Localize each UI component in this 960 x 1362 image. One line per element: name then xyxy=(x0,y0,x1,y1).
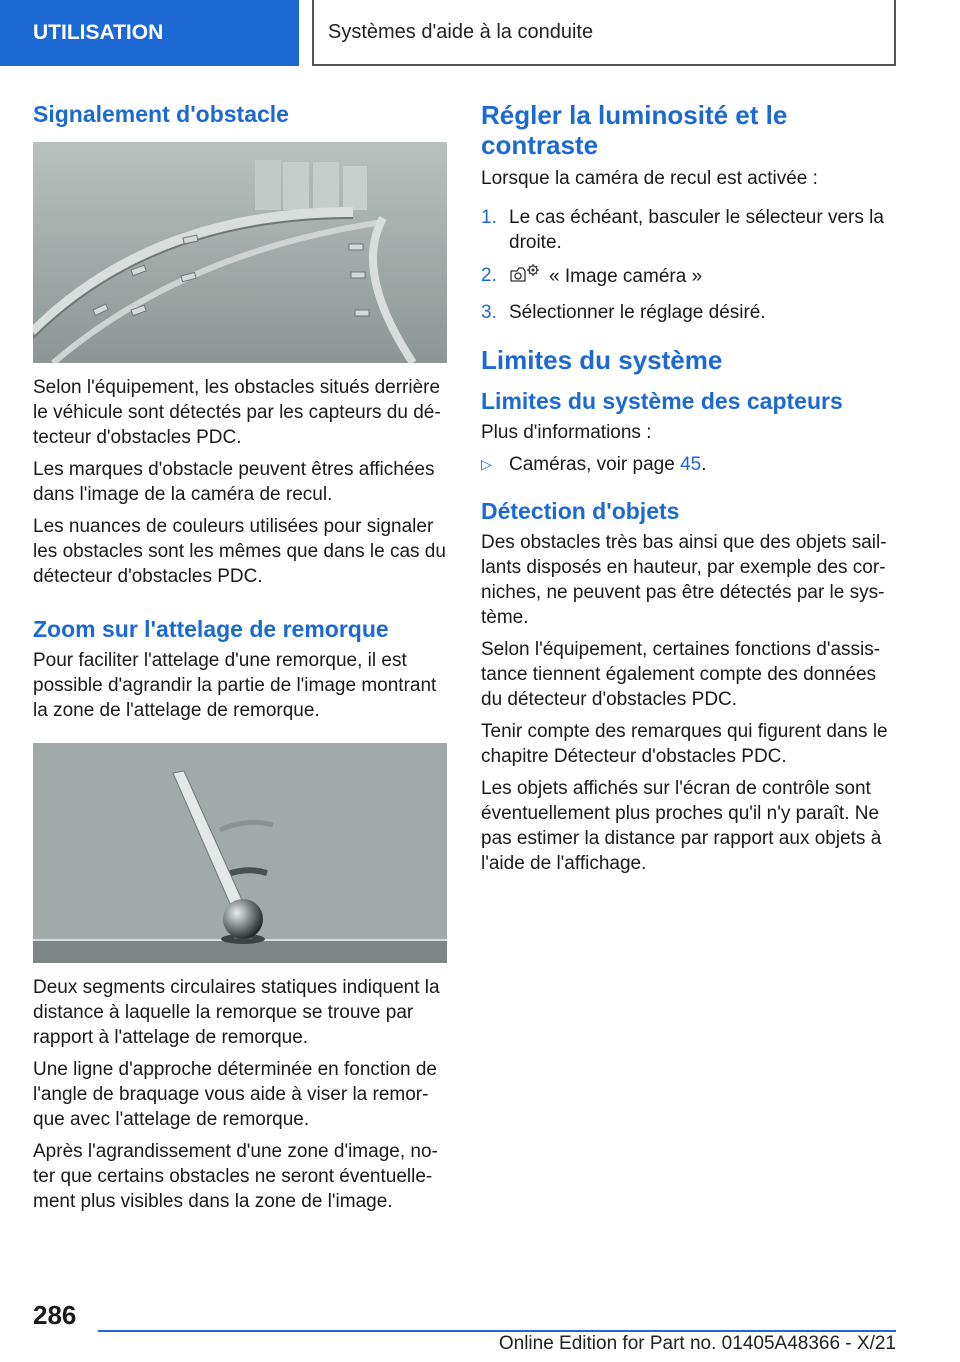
footer-divider xyxy=(98,1330,896,1332)
page-link-45[interactable]: 45 xyxy=(680,454,702,475)
step-text: Le cas échéant, basculer le sélecteur vers la droite. xyxy=(509,207,884,253)
detection-paragraph-1: Des obstacles très bas ainsi que des objets saillants disposés en hauteur, par exemple des corniches, ne peuvent pas être détectés par le système. xyxy=(481,532,887,628)
obstacle-paragraph-1: Selon l'équipement, les obstacles situés derrière le véhicule sont détectés par les capteurs du détecteur d'obstacles PDC. xyxy=(33,377,441,448)
obstacle-marks-figure xyxy=(33,142,447,363)
right-column xyxy=(481,100,895,883)
step-text: « Image caméra » xyxy=(549,266,703,287)
brightness-steps xyxy=(481,205,895,325)
sensor-limits-heading: Limites du système des capteurs xyxy=(481,388,843,414)
sensor-limits-intro: Plus d'informations : xyxy=(481,422,652,443)
left-column xyxy=(33,100,447,1221)
step-number: 2. xyxy=(481,265,497,286)
header-section-label: UTILISATION xyxy=(33,21,164,44)
footer-edition: Online Edition for Part no. 01405A48366 - X/21 xyxy=(498,1333,896,1354)
step-item xyxy=(481,205,895,255)
step-text: Sélectionner le réglage désiré. xyxy=(509,302,766,323)
zoom-intro: Pour faciliter l'attelage d'une remorque, il est possible d'agrandir la partie de l'image montrant la zone de l'attelage de remorque. xyxy=(33,650,437,721)
detection-paragraph-4: Les objets affichés sur l'écran de contrôle sont éventuellement plus proches qu'il n'y paraît. Ne pas estimer la distance par rapport aux objets à l'aide de l'affichage. xyxy=(481,778,882,874)
zoom-paragraph-1: Deux segments circulaires statiques indiquent la distance à laquelle la remorque se trouve par rapport à l'attelage de remorque. xyxy=(33,977,440,1048)
list-item xyxy=(481,452,895,477)
step-number: 1. xyxy=(481,207,497,228)
camera-settings-icon xyxy=(509,263,541,292)
page-number: 286 xyxy=(33,1300,77,1330)
step-number: 3. xyxy=(481,302,497,323)
header-chapter-tab xyxy=(312,0,896,66)
cameras-ref-end: . xyxy=(701,454,707,475)
zoom-paragraph-2: Une ligne d'approche déterminée en fonction de l'angle de braquage vous aide à viser la remorque avec l'attelage de remorque. xyxy=(33,1059,437,1130)
obstacle-paragraph-3: Les nuances de couleurs utilisées pour signaler les obstacles sont les mêmes que dans le cas du détecteur d'obstacles PDC. xyxy=(33,516,446,587)
step-item xyxy=(481,263,895,292)
step-item xyxy=(481,300,895,325)
cameras-ref-text: Caméras, voir page xyxy=(509,454,681,475)
brightness-intro: Lorsque la caméra de recul est activée : xyxy=(481,168,818,189)
header-section-tab xyxy=(0,0,299,66)
detection-paragraph-2: Selon l'équipement, certaines fonctions d'assistance tiennent également compte des données du détecteur d'obstacles PDC. xyxy=(481,639,881,710)
trailer-hitch-figure xyxy=(33,743,447,963)
obstacle-heading: Signalement d'obstacle xyxy=(33,101,289,127)
obstacle-paragraph-2: Les marques d'obstacle peuvent êtres affichées dans l'image de la caméra de recul. xyxy=(33,459,435,505)
zoom-heading: Zoom sur l'attelage de remorque xyxy=(33,616,389,642)
triangle-bullet-icon: ▷ xyxy=(481,456,492,472)
brightness-heading: Régler la luminosité et le contraste xyxy=(481,100,788,160)
header-chapter-label: Systèmes d'aide à la conduite xyxy=(328,20,594,43)
limits-heading: Limites du système xyxy=(481,345,723,375)
object-detection-heading: Détection d'objets xyxy=(481,498,680,524)
zoom-paragraph-3: Après l'agrandissement d'une zone d'image, noter que certains obstacles ne seront éventuellement plus visibles dans la zone de l'image. xyxy=(33,1141,438,1212)
detection-paragraph-3: Tenir compte des remarques qui figurent dans le chapitre Détecteur d'obstacles PDC. xyxy=(481,721,888,767)
sensor-limits-list xyxy=(481,452,895,477)
